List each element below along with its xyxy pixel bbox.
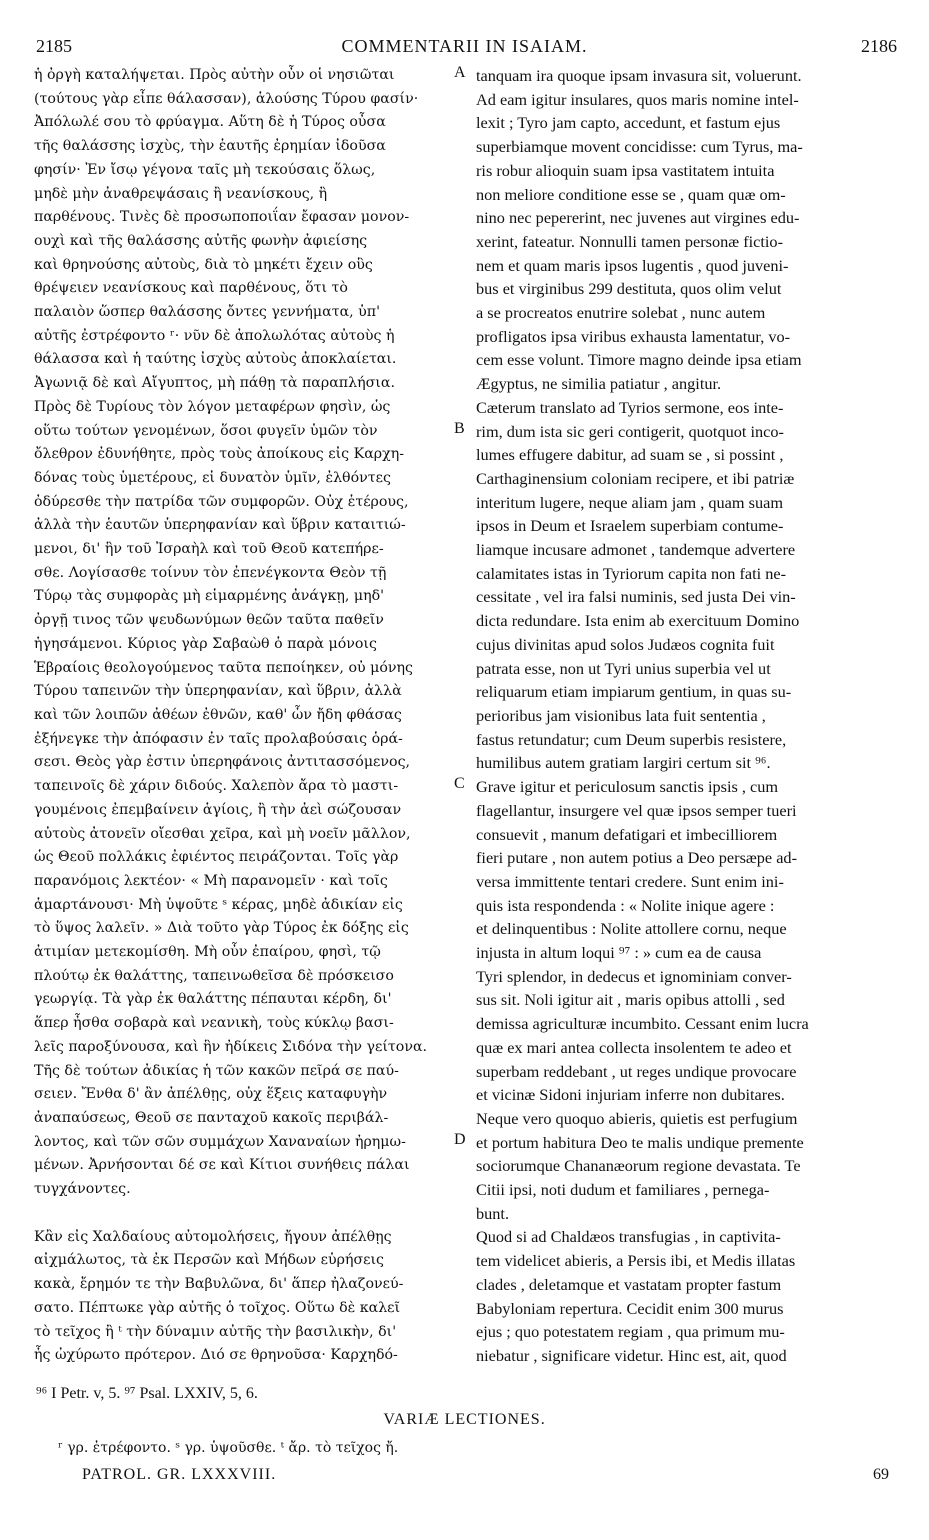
greek-text-line: μένων. Ἀρνήσονται δέ σε καὶ Κίτιοι συνήθεις πάλαι — [34, 1157, 410, 1174]
latin-text-line: humilibus autem gratiam largiri certum sit ⁹⁶. — [476, 753, 771, 773]
footnotes: ⁹⁶ I Petr. v, 5. ⁹⁷ Psal. LXXIV, 5, 6. — [36, 1385, 258, 1402]
greek-text-line: Πρὸς δὲ Τυρίους τὸν λόγον μεταφέρων φησὶν, ὡς — [34, 398, 391, 415]
latin-text-line: tanquam ira quoque ipsam invasura sit, voluerunt. — [476, 66, 802, 85]
latin-text-line: lexit ; Tyro jam capto, accedunt, et fastum ejus — [476, 113, 781, 133]
latin-text-line: a se procreatos enutrire solebat , nunc autem — [476, 303, 766, 323]
greek-text-line: ἧς ὠχύρωτο πρότερον. Διό σε θρηνοῦσα· Καρχηδό- — [34, 1347, 398, 1364]
greek-text-column — [34, 64, 462, 1368]
latin-text-line: et portum habitura Deo te malis undique premente — [476, 1132, 804, 1152]
greek-text-line: αὐτοὺς ἀτονεῖν οἴεσθαι χεῖρα, καὶ μὴ νοεῖν μᾶλλον, — [34, 825, 411, 842]
gathering-signature: 69 — [873, 1466, 889, 1483]
latin-text-line: bunt. — [476, 1203, 510, 1223]
greek-text-line: Ἀγωνιᾷ δὲ καὶ Αἴγυπτος, μὴ πάθῃ τὰ παραπλήσια. — [34, 375, 395, 392]
margin-letter-c: C — [454, 775, 465, 792]
latin-text-line: injusta in altum loqui ⁹⁷ : » cum ea de causa — [476, 943, 762, 963]
greek-text-line: σειεν. Ἔνθα δ' ἂν ἀπέλθῃς, οὐχ ἕξεις καταφυγὴν — [34, 1086, 388, 1103]
greek-text-line: μηδὲ μὴν ἀναθρεψάσαις ἢ νεανίσκους, ἢ — [34, 185, 328, 202]
latin-text-line: Neque vero quoquo abieris, quietis est perfugium — [476, 1108, 798, 1128]
latin-text-line: Cæterum translato ad Tyrios sermone, eos inte- — [476, 397, 784, 417]
latin-text-line: versa immittente tentari credere. Sunt enim ini- — [476, 871, 784, 891]
greek-text-line: σθε. Λογίσασθε τοίνυν τὸν ἐπενέγκοντα Θεὸν τῇ — [34, 564, 387, 581]
latin-text-line: Babyloniam repertura. Cecidit enim 300 murus — [476, 1298, 784, 1318]
latin-text-line: tem videlicet abieris, a Persis ibi, et Medis illatas — [476, 1251, 796, 1271]
latin-text-line: Ægyptus, ne similia patiatur , angitur. — [476, 374, 722, 394]
latin-text-line: Ad eam igitur insulares, quos maris nomine intel- — [476, 89, 799, 109]
latin-text-line: sociorumque Chananæorum regione devastata. Te — [476, 1156, 801, 1176]
latin-text-line: dicta redundare. Ista enim ab exercituum Domino — [476, 611, 800, 631]
greek-text-line: λεῖς παροξύνουσα, καὶ ἣν ἠδίκεις Σιδόνα τὴν γείτονα. — [34, 1038, 428, 1055]
greek-text-line: ὄλεθρον ἐδυνήθητε, πρὸς τοὺς ἀποίκους εἰς Καρχη- — [34, 446, 405, 463]
greek-text-line: κακὰ, ἔρημόν τε τὴν Βαβυλῶνα, δι' ἅπερ ἠλαζονεύ- — [34, 1276, 404, 1293]
greek-text-line: ἅπερ ἦσθα σοβαρὰ καὶ νεανικὴ, τοὺς κύκλῳ βασι- — [34, 1015, 394, 1032]
greek-text-line: Τύρου ταπεινῶν τὴν ὑπερηφανίαν, καὶ ὕβριν, ἀλλὰ — [34, 683, 402, 700]
greek-text-line: ἀτιμίαν μετεκομίσθη. Μὴ οὖν ἐπαίρου, φησὶ, τῷ — [34, 944, 381, 961]
latin-text-line: superbiamque movent concidisse: cum Tyrus, ma- — [476, 137, 803, 157]
margin-letter-a: A — [454, 64, 466, 81]
latin-text-line: ejus ; quo potestatem regiam , qua primum mu- — [476, 1322, 785, 1342]
latin-text-line: cujus divinitas apud solos Judæos cognita fuit — [476, 634, 775, 654]
greek-text-line: ἀλλὰ τὴν ἑαυτῶν ὑπερηφανίαν καὶ ὕβριν καταιτιώ- — [34, 517, 406, 534]
greek-text-line: αὐτῆς ἐστρέφοντο ʳ· νῦν δὲ ἀπολωλότας αὐτοὺς ἡ — [34, 327, 395, 344]
greek-text-line: καὶ τῶν λοιπῶν ἀθέων ἐθνῶν, καθ' ὧν ἤδη φθάσας — [34, 706, 402, 723]
latin-text-line: rim, dum ista sic geri contigerit, quotquot inco- — [476, 421, 784, 441]
latin-text-line: fieri putare , non autem potius a Deo persæpe ad- — [476, 848, 797, 868]
latin-text-line: Tyri splendor, in dedecus et ignominiam conver- — [476, 966, 792, 986]
page-number-left: 2185 — [36, 36, 72, 56]
latin-text-line: nino nec pepererint, nec juvenes aut virgines edu- — [476, 208, 800, 228]
greek-text-line: ἐξήνεγκε τὴν ἀπόφασιν ἐν ταῖς προλαβούσαις ὁρά- — [34, 730, 403, 747]
latin-text-line: calamitates istas in Tyriorum capita non fati ne- — [476, 563, 787, 583]
latin-text-line: lumes effugere dabitur, ad suam se , si possint , — [476, 445, 784, 465]
greek-text-line: Τύρῳ τὰς συμφορὰς μὴ εἱμαρμένης ἀνάγκῃ, μηδ' — [34, 588, 385, 605]
latin-text-line: bus et virginibus 299 destituta, quos olim velut — [476, 279, 782, 299]
variae-lectiones-text: ʳ γρ. ἐτρέφοντο. ˢ γρ. ὑψοῦσθε. ᵗ ἄρ. τὸ τεῖχος ἤ. — [58, 1440, 399, 1456]
latin-text-line: ris robur alioquin suam ipsa vastitatem intuita — [476, 160, 775, 180]
latin-text-line: reliquarum etiam impiarum gentium, in quas su- — [476, 682, 792, 702]
latin-text-line: superbam reddebant , ut reges undique provocare — [476, 1061, 797, 1081]
greek-text-line: Ἀπόλωλέ σου τὸ φρύαγμα. Αὕτη δὲ ἡ Τύρος οὖσα — [34, 114, 386, 131]
latin-text-line: fastus retundatur; cum Deum superbis resistere, — [476, 729, 787, 749]
latin-text-line: nem et quam maris ipsos lugentis , quod juveni- — [476, 255, 789, 275]
greek-text-line: καὶ θρηνούσης αὐτοὺς, διὰ τὸ μηκέτι ἔχειν οὓς — [34, 256, 373, 273]
greek-text-line: δόνας τοὺς ὑμετέρους, εἰ δυνατὸν ὑμῖν, ἐλθόντες — [34, 469, 391, 486]
greek-text-line: Ἑβραίοις θεολογούμενος ταῦτα πεποίηκεν, οὐ μόνης — [34, 659, 413, 676]
latin-text-line: quæ ex mari antea collecta insolentem te adeo et — [476, 1037, 792, 1057]
latin-text-line: Grave igitur et periculosum sanctis ipsis , cum — [476, 777, 779, 797]
latin-text-line: cessitate , vel ira falsi numinis, sed justa Dei vin- — [476, 587, 796, 607]
page-number-right: 2186 — [861, 36, 897, 56]
greek-text-line: ὀδύρεσθε τὴν πατρίδα τῶν συμφορῶν. Οὐχ ἑτέρους, — [34, 493, 409, 510]
latin-text-line: Carthaginensium coloniam recipere, et ibi patriæ — [476, 468, 795, 488]
margin-letter-b: B — [454, 420, 465, 437]
greek-text-line: λοντος, καὶ τῶν σῶν συμμάχων Χαναναίων ἠρημω- — [34, 1133, 406, 1150]
latin-text-line: Citii ipsi, noti dudum et familiares , pernega- — [476, 1180, 770, 1200]
greek-text-line: Τῆς δὲ τούτων ἀδικίας ἡ τῶν κακῶν πεῖρά σε παύ- — [34, 1062, 399, 1079]
latin-text-line: demissa agriculturæ incumbito. Cessant enim lucra — [476, 1014, 809, 1034]
greek-text-line: ταπεινοῖς δὲ χάριν διδούς. Χαλεπὸν ἄρα τὸ μαστι- — [34, 778, 399, 795]
greek-text-line: θάλασσα καὶ ἡ ταύτης ἰσχὺς αὐτοὺς ἀποκλαίεται. — [34, 351, 397, 368]
greek-text-line: αἰχμάλωτος, τὰ ἐκ Περσῶν καὶ Μήδων εὑρήσεις — [34, 1252, 384, 1269]
greek-text-line: ουχὶ καὶ τῆς θαλάσσης αὐτῆς φωνὴν ἀφιείσης — [34, 232, 368, 249]
greek-text-line: (τούτους γὰρ εἶπε θάλασσαν), ἁλούσης Τύρου φασίν· — [34, 90, 419, 107]
latin-text-line: Quod si ad Chaldæos transfugias , in captivita- — [476, 1227, 781, 1247]
greek-text-line: Κἂν εἰς Χαλδαίους αὐτομολήσεις, ἤγουν ἀπέλθῃς — [34, 1228, 392, 1245]
greek-text-line: τῆς θαλάσσης ἰσχὺς, τὴν ἑαυτῆς ἐρημίαν ἰδοῦσα — [34, 138, 386, 155]
greek-text-line: ἁμαρτάνουσι· Μὴ ὑψοῦτε ˢ κέρας, μηδὲ ἀδικίαν εἰς — [34, 896, 403, 913]
greek-text-line: πλούτῳ ἐκ θαλάττης, ταπεινωθεῖσα δὲ πρόσκεισο — [34, 967, 394, 984]
latin-text-line: perioribus jam visionibus lata fuit sententia , — [476, 705, 766, 725]
greek-text-line: ὀργῇ τινος τῶν ψευδωνύμων θεῶν ταῦτα παθεῖν — [34, 612, 384, 629]
greek-text-line: τὸ τεῖχος ἢ ᵗ τὴν δύναμιν αὐτῆς τὴν βασιλικὴν, δι' — [34, 1323, 397, 1340]
latin-text-line: xerint, fateatur. Nonnulli tamen personæ fictio- — [476, 231, 783, 251]
variae-lectiones-title: VARIÆ LECTIONES. — [383, 1411, 546, 1428]
latin-text-line: flagellantur, insurgere vel quæ ipsos semper tueri — [476, 800, 797, 820]
page-header — [0, 36, 929, 62]
greek-text-line: ἡ ὀργὴ καταλήψεται. Πρὸς αὐτὴν οὖν οἱ νησιῶται — [34, 67, 395, 83]
greek-text-line: φησίν· Ἐν ἴσῳ γέγονα ταῖς μὴ τεκούσαις ὅλως, — [34, 161, 376, 178]
greek-text-line: γεωργίᾳ. Τὰ γὰρ ἐκ θαλάττης πέπαυται κέρδη, δι' — [34, 991, 392, 1008]
latin-text-line: liamque incusare admonet , tandemque advertere — [476, 540, 796, 560]
greek-text-line: ἡγησάμενοι. Κύριος γὰρ Σαβαὼθ ὁ παρὰ μόνοις — [34, 635, 377, 652]
greek-text-line: γουμένοις ἐπεμβαίνειν ἁγίοις, ἢ τὴν ἀεὶ σώζουσαν — [34, 801, 402, 818]
greek-text-line: θρέψειεν νεανίσκους καὶ παρθένους, ὅτι τὸ — [34, 280, 348, 297]
latin-text-line: et vicinæ Sidoni injuriam inferre non dubitares. — [476, 1085, 785, 1105]
greek-text-line: τυγχάνοντες. — [34, 1181, 131, 1198]
greek-text-line: οὕτω τούτων γενομένων, ὅσοι φυγεῖν ὑμῶν τὸν — [34, 422, 378, 439]
greek-text-line: σατο. Πέπτωκε γὰρ αὐτῆς ὁ τοῖχος. Οὕτω δὲ καλεῖ — [34, 1299, 401, 1316]
patrologia-signature: PATROL. GR. LXXXVIII. — [82, 1466, 277, 1483]
latin-text-line: non meliore conditione esse se , quam quæ om- — [476, 184, 786, 204]
greek-text-line: σεσι. Θεὸς γὰρ ἐστιν ὑπερηφάνοις ἀντιτασσόμενος, — [34, 754, 411, 771]
margin-letter-d: D — [454, 1131, 466, 1148]
running-title: COMMENTARII IN ISAIAM. — [341, 36, 588, 56]
greek-text-line: τὸ ὕψος λαλεῖν. » Διὰ τοῦτο γὰρ Τύρος ἐκ δόξης εἰς — [34, 920, 409, 937]
latin-text-line: ipsos in Deum et Israelem superbiam contume- — [476, 516, 784, 536]
latin-text-line: consuevit , manum defatigari et imbecilliorem — [476, 824, 778, 844]
greek-text-line: ἀναπαύσεως, Θεοῦ σε πανταχοῦ κακοῖς περιβάλ- — [34, 1109, 389, 1126]
latin-text-line: niebatur , significare videtur. Hinc est, ait, quod — [476, 1345, 787, 1365]
greek-text-line: παρανόμοις λεκτέον· « Μὴ παρανομεῖν · καὶ τοῖς — [34, 872, 388, 889]
greek-text-line: μενοι, δι' ἣν τοῦ Ἰσραὴλ καὶ τοῦ Θεοῦ κατεπήρε- — [34, 541, 384, 558]
latin-text-line: et delinquentibus : Nolite attollere cornu, neque — [476, 919, 787, 939]
latin-text-line: profligatos ipsa viribus exhausta lamentatur, vo- — [476, 326, 791, 346]
greek-text-line: παλαιὸν ὥσπερ θαλάσσης ὄντες γεννήματα, ὑπ' — [34, 304, 381, 321]
greek-text-line: παρθένους. Τινὲς δὲ προσωποποιΐαν ἔφασαν μονον- — [34, 209, 410, 226]
latin-text-column — [476, 64, 894, 1368]
latin-text-line: patrata esse, non ut Tyri unius superbia vel ut — [476, 658, 771, 678]
greek-text-line: ὡς Θεοῦ πολλάκις ἐφιέντος πειράζονται. Τοῖς γὰρ — [34, 849, 399, 866]
latin-text-line: sus sit. Noli igitur ait , maris opibus attolli , sed — [476, 990, 785, 1010]
latin-text-line: quis ista respondenda : « Nolite inique agere : — [476, 895, 775, 915]
latin-text-line: interitum lugere, neque aliam jam , quam suam — [476, 492, 783, 512]
latin-text-line: cem esse volunt. Timore magno deinde ipsa etiam — [476, 350, 802, 370]
latin-text-line: clades , deletamque et vastatam propter fastum — [476, 1274, 782, 1294]
